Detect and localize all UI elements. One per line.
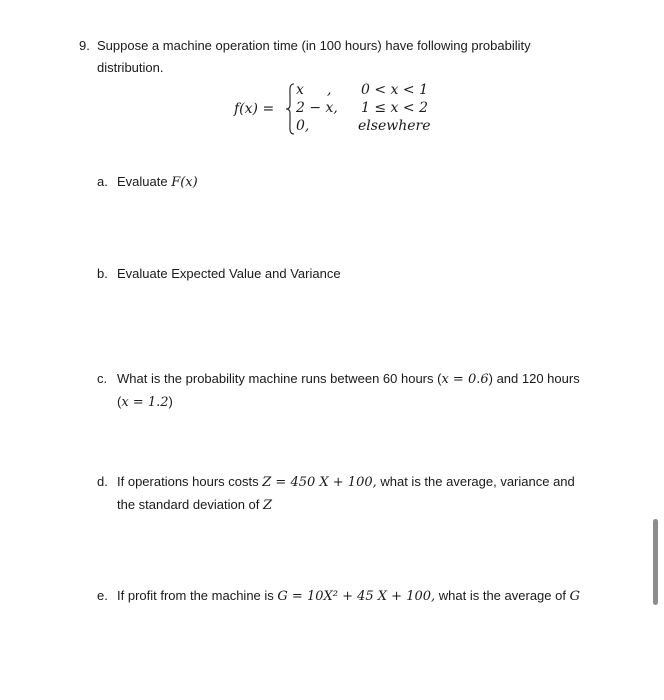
part-b-label: b. (97, 266, 108, 281)
question-intro-line1: Suppose a machine operation time (in 100 hours) have following probability (97, 38, 531, 53)
pdf-case2-expr: 2 − x, (296, 100, 338, 116)
question-intro-line2: distribution. (97, 60, 164, 75)
part-b-text: Evaluate Expected Value and Variance (117, 266, 341, 281)
part-c-math1: x = 0.6 (441, 372, 489, 387)
part-c-label: c. (97, 371, 108, 386)
part-a-text (117, 174, 198, 190)
pdf-case3-cond: elsewhere (358, 118, 431, 134)
part-d-text2: what is the average, variance and (376, 474, 575, 489)
part-e-text2: what is the average of (435, 588, 570, 603)
part-d-text1: If operations hours costs (117, 474, 263, 489)
part-d-line2 (117, 497, 272, 513)
part-c-line2 (117, 394, 173, 410)
part-e-line (117, 588, 580, 604)
part-e-label: e. (97, 588, 108, 603)
part-d-text3: the standard deviation of (117, 497, 263, 512)
part-d-label: d. (97, 474, 108, 489)
piecewise-brace (285, 83, 295, 135)
question-number: 9. (79, 38, 90, 53)
part-c-open: ( (117, 394, 122, 409)
part-c-text1: What is the probability machine runs between 60 hours ( (117, 371, 442, 386)
part-c-close: ) (168, 394, 173, 409)
part-c-math2: x = 1.2 (121, 395, 169, 410)
pdf-case1-expr: x (296, 82, 304, 98)
part-e-math2: G (569, 589, 580, 604)
part-a-label: a. (97, 174, 108, 189)
part-d-math2: Z (263, 498, 273, 513)
part-a-math: F(x) (171, 175, 198, 190)
part-d-line1 (117, 474, 575, 490)
part-e-math1: G = 10X² + 45 X + 100, (277, 589, 436, 604)
part-c-text2: ) and 120 hours (488, 371, 580, 386)
vertical-scrollbar[interactable] (653, 519, 658, 605)
pdf-case2-cond: 1 ≤ x < 2 (361, 100, 428, 116)
pdf-lhs: f(x) = (234, 101, 275, 117)
part-e-text1: If profit from the machine is (117, 588, 278, 603)
part-c-line1 (117, 371, 580, 387)
pdf-case1-cond: 0 < x < 1 (361, 82, 428, 98)
part-a-prompt: Evaluate (117, 174, 172, 189)
pdf-case1-sep: , (327, 82, 332, 98)
pdf-case3-expr: 0, (296, 118, 310, 134)
part-d-math1: Z = 450 X + 100, (262, 475, 377, 490)
